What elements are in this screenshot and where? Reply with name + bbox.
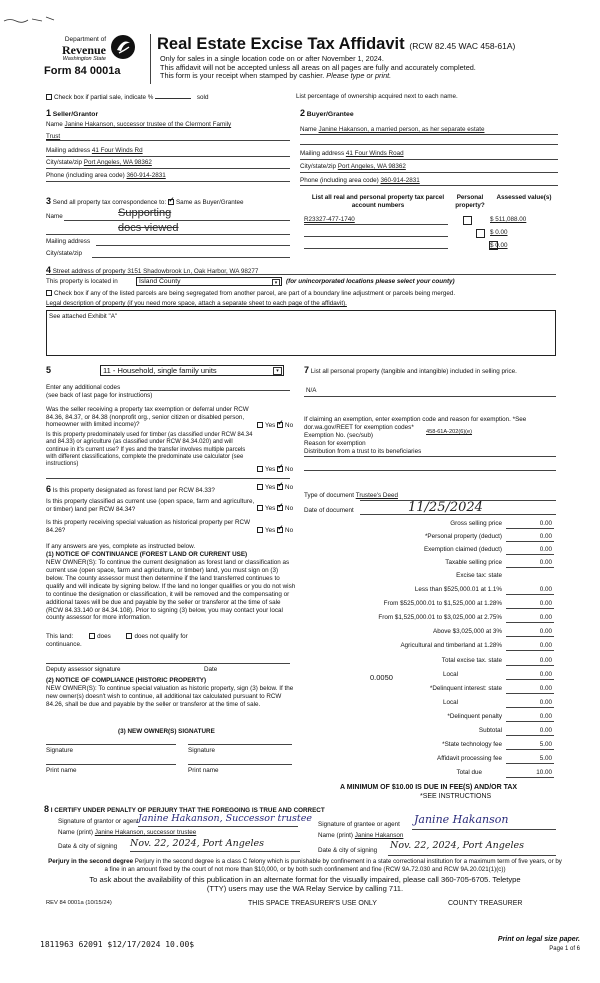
tax-row-value[interactable]: 0.00 xyxy=(506,699,554,708)
sig-line-2 xyxy=(188,744,292,745)
notice-1: Only for sales in a single location code on or after November 1, 2024. xyxy=(160,54,384,63)
pp-value[interactable]: N/A xyxy=(306,387,317,394)
buyer-underline-4 xyxy=(300,185,558,186)
alt-format-notice: To ask about the availability of this publication in an alternate format for the visually impaired, please call 360-705-6705. Teletype (TTY) users may use the WA Relay Service by calling 711. xyxy=(89,875,521,893)
seller-mailing-row: Mailing address 41 Four Winds Rd xyxy=(46,147,143,154)
buyer-heading: 2 Buyer/Grantee xyxy=(300,108,354,118)
tax-row-value[interactable]: 5.00 xyxy=(506,755,554,764)
print-line-1 xyxy=(46,764,176,765)
sig-label-2: Signature xyxy=(188,747,215,754)
q6-3: Is this property receiving special valuation as historical property per RCW 84.26? xyxy=(46,519,251,534)
tax-row-label: Above $3,025,000 at 3% xyxy=(433,628,502,635)
street-underline xyxy=(46,274,556,275)
section3-city-label: City/state/zip xyxy=(46,250,83,257)
buyer-mailing-row: Mailing address 41 Four Winds Road xyxy=(300,150,404,157)
notice2-body: NEW OWNER(S): To continue special valuation as historic property, sign (3) below. If the new owner(s) doesn't wish to continue, all additional tax calculated pursuant to RCW 84.26, shall be due and payable by the seller or transferor at the time of sale. xyxy=(46,685,294,708)
tax-row-label: Exemption claimed (deduct) xyxy=(423,546,502,553)
recording-stamp: 1811963 62091 $12/17/2024 10.00$ xyxy=(40,940,195,949)
tax-row-value[interactable]: 0.00 xyxy=(506,671,554,680)
county-treasurer: COUNTY TREASURER xyxy=(448,900,523,907)
land-does-not-checkbox[interactable] xyxy=(126,633,132,639)
doc-date-line xyxy=(360,514,556,515)
seller-name-value[interactable]: Janine Hakanson, successor trustee of the Clermont Family xyxy=(64,121,232,128)
grantor-name-value[interactable]: Janine Hakanson, successor trustee xyxy=(94,829,197,836)
perjury-notice: Perjury in the second degree Perjury in the second degree is a class C felony which is punishable by confinement in a state correctional institution for a maximum term of five years, or by a fine in an amount fixed by the court of not more than $10,000, or by both such confinement and fine (RCW 9A.72.030 and RCW 9A.20.021(1)(c)) xyxy=(20,858,590,873)
parcel-line-1 xyxy=(304,224,448,225)
grantee-date-label: Date & city of signing xyxy=(318,847,378,854)
q6-2: Is this property classified as current use (open space, farm and agriculture, or timber) land per RCW 84.34? xyxy=(46,498,255,513)
q5-1-answers: Yes ✓ No xyxy=(257,422,293,430)
perjury-line1: Perjury in the second degree is a class C felony which is punishable by confinement in a state correctional institution for a maximum term of five years, or by xyxy=(134,858,562,865)
buyer-underline-2 xyxy=(300,159,558,160)
header-divider xyxy=(150,34,151,84)
section8-heading: 8 I CERTIFY UNDER PENALTY OF PERJURY THAT THE FOREGOING IS TRUE AND CORRECT xyxy=(44,804,325,814)
tax-calculation-table xyxy=(296,520,558,800)
tax-row-value[interactable]: 0.00 xyxy=(506,685,554,694)
parcel-col-header: List all real and personal property tax parcel account numbers xyxy=(311,194,445,209)
notice-2: This affidavit will not be accepted unless all areas on all pages are fully and accurately completed. xyxy=(160,62,476,72)
header-notices xyxy=(160,55,476,81)
tax-row-label: Less than $525,000.01 at 1.1% xyxy=(414,586,502,593)
reason-line xyxy=(304,456,556,457)
print-label-2: Print name xyxy=(188,767,219,774)
doc-date-value[interactable]: 11/25/2024 xyxy=(408,500,483,515)
tax-row-value[interactable]: 0.00 xyxy=(506,533,554,542)
doc-type-row: Type of document Trustee's Deed xyxy=(304,492,398,499)
new-owner-sig-title: (3) NEW OWNER(S) SIGNATURE xyxy=(118,728,215,735)
seller-mailing-value[interactable]: 41 Four Winds Rd xyxy=(91,147,143,154)
grantor-date-label: Date & city of signing xyxy=(58,843,118,850)
parcel-line-2 xyxy=(304,236,448,237)
seller-city-row: City/state/zip Port Angeles, WA 98362 xyxy=(46,159,152,166)
partial-sale-row xyxy=(46,94,208,102)
seller-underline-3 xyxy=(46,168,290,169)
assessed-col-header: Assessed value(s) xyxy=(496,194,552,201)
if-yes-instruction: If any answers are yes, complete as instructed below. xyxy=(46,543,196,550)
grantee-name-value[interactable]: Janine Hakanson xyxy=(354,832,404,839)
unincorporated-note: (for unincorporated locations please select your county) xyxy=(286,278,455,285)
q6-2-answers: Yes ✓ No xyxy=(257,505,293,513)
q6-1: 6 Is this property designated as forest land per RCW 84.33? xyxy=(46,484,215,494)
handwritten-supporting: Supporting xyxy=(118,207,172,219)
tax-row-label: Excise tax: state xyxy=(456,572,502,579)
assessed-value-2[interactable]: $ 0.00 xyxy=(490,229,508,236)
section4-street-row: 4 Street address of property 3151 Shadowbrook Ln, Oak Harbor, WA 98277 xyxy=(46,265,259,275)
tax-row-value[interactable]: 0.00 xyxy=(506,614,554,623)
partial-sale-label: Check box if partial sale, indicate % xyxy=(54,94,154,101)
ownership-note: List percentage of ownership acquired next to each name. xyxy=(296,93,458,100)
s3-line-2 xyxy=(46,234,290,235)
legal-desc-value: See attached Exhibit "A" xyxy=(49,313,118,320)
tax-row-label: From $1,525,000.01 to $3,025,000 at 2.75% xyxy=(378,614,502,621)
pp-line xyxy=(304,396,556,397)
print-line-2 xyxy=(188,764,292,765)
legal-desc-label: Legal description of property (if you need more space, attach a separate sheet to each page of the affidavit). xyxy=(46,300,347,307)
exemption-no-value[interactable]: 458-61A-202(6)(e) xyxy=(426,429,473,435)
grantor-sig-row: Signature of grantor or agent xyxy=(58,818,139,825)
section3-name-label: Name xyxy=(46,213,63,220)
grantor-name-row: Name (print) Janine Hakanson, successor trustee xyxy=(58,829,197,836)
q6-2-no[interactable] xyxy=(277,505,283,511)
buyer-underline-1 xyxy=(300,134,558,135)
dept-line2: Revenue xyxy=(62,42,106,57)
buyer-city-value[interactable]: Port Angeles, WA 98362 xyxy=(337,163,406,170)
additional-codes-line xyxy=(140,390,290,391)
same-as-buyer-checkbox[interactable] xyxy=(168,199,174,205)
handwritten-docs-viewed: docs viewed xyxy=(118,222,179,234)
title-text: Real Estate Excise Tax Affidavit xyxy=(157,35,405,53)
print-label-1: Print name xyxy=(46,767,77,774)
grantor-date-value[interactable]: Nov. 22, 2024, Port Angeles xyxy=(130,838,264,849)
deputy-date-label: Date xyxy=(204,666,218,673)
parcel-row-1[interactable]: R23327-477-1740 xyxy=(304,216,355,223)
dept-line1: Department of xyxy=(64,36,106,43)
seller-underline-2 xyxy=(46,156,290,157)
segregated-row: Check box if any of the listed parcels are being segregated from another parcel, are part of a boundary line adjustment or parcels being merged. xyxy=(46,290,455,298)
use-code-select[interactable]: 11 - Household, single family units ▾ xyxy=(100,365,284,376)
grantee-sig-label: Signature of grantee or agent xyxy=(318,821,400,828)
section7-pp: 7 List all personal property (tangible and intangible) included in selling price. xyxy=(304,365,517,375)
q5-1: Was the seller receiving a property tax exemption or deferral under RCW 84.36, 84.37, or 84.38 (nonprofit org., senior citizen or disabled person, homeowner with limited income)? xyxy=(46,406,249,429)
county-select[interactable]: Island County ▾ xyxy=(136,277,282,286)
section3-mailing-label: Mailing address xyxy=(46,238,91,245)
grantor-date-line xyxy=(130,851,300,852)
section3-heading: 3 Send all property tax correspondence to: ✓ Same as Buyer/Grantee xyxy=(46,196,244,207)
exemption-no-row: Exemption No. (sec/sub) xyxy=(304,432,373,439)
notice1-body: NEW OWNER(S): To continue the current designation as forest land or classification as current use (open space, farm and agriculture, or timber) land, you must sign on (3) below. The county assessor must then determine if the land transferred continues to qualify and will indicate by signing below. If the land no longer qualifies or you do not wish to continue the designation or classification, it will be removed and the compensating or additional taxes will be due and payable by the seller or transferor at the time of sale (RCW 84.33.140 or 84.34.108). Prior to signing (3) below, you may contact your local county assessor for more information. xyxy=(46,559,296,622)
buyer-underline-3 xyxy=(300,172,558,173)
section5-num: 5 xyxy=(46,365,52,375)
grantee-name-row: Name (print) Janine Hakanson xyxy=(318,832,404,839)
segregated-checkbox[interactable] xyxy=(46,290,52,296)
buyer-phone-value[interactable]: 360-914-2831 xyxy=(380,177,420,184)
tax-row-value[interactable]: 0.00 xyxy=(506,727,554,736)
q5-2: Is this property predominately used for timber (as classified under RCW 84.34 and 84.33) or agriculture (as classified under RCW 84.34.020) and will continue in it's current use? If yes and the transfer involves multiple parcels with different classifications, complete the predominate use calculator (see instructions) xyxy=(46,432,253,468)
grantee-date-line xyxy=(388,855,556,856)
legal-desc-box[interactable] xyxy=(46,310,556,356)
tax-row-label: Gross selling price xyxy=(450,520,502,527)
page-number: Page 1 of 6 xyxy=(549,946,580,952)
sold-label: sold xyxy=(196,94,209,101)
partial-sale-checkbox[interactable] xyxy=(46,94,52,100)
dor-logo-icon xyxy=(110,34,136,60)
tax-row-value[interactable]: 0.00 xyxy=(506,713,554,722)
tax-row-value[interactable]: 0.00 xyxy=(506,628,554,637)
s3-line-4 xyxy=(92,257,290,258)
tax-row-value[interactable]: 0.00 xyxy=(506,520,554,529)
tax-row-label: Affidavit processing fee xyxy=(437,755,502,762)
doc-date-label: Date of document xyxy=(304,507,354,514)
seller-phone-value[interactable]: 360-914-2831 xyxy=(126,172,166,179)
perjury-line2: a fine in an amount fixed by the court of not more than $10,000, or by both such confinement and fine (RCW 9A.72.030 and RCW 9A.20.021(1)(c)) xyxy=(104,865,506,873)
q5-1-yes[interactable] xyxy=(257,422,263,428)
notice1-title: (1) NOTICE OF CONTINUANCE (FOREST LAND OR CURRENT USE) xyxy=(46,551,248,558)
this-land-row: This land: does does not qualify for xyxy=(46,633,188,640)
grantor-signature[interactable]: Janine Hakanson, Successor trustee xyxy=(138,813,312,824)
buyer-phone-row: Phone (including area code) 360-914-2831 xyxy=(300,177,420,184)
seller-underline-4 xyxy=(46,181,290,182)
tax-row-value[interactable]: 5.00 xyxy=(506,741,554,750)
tax-row-value[interactable]: 0.00 xyxy=(506,546,554,555)
s3-line-1 xyxy=(64,220,290,221)
chevron-down-icon: ▾ xyxy=(272,279,280,286)
s5-bottom-line xyxy=(46,478,290,479)
q6-1-yes[interactable] xyxy=(257,484,263,490)
dept-line3: Washington State xyxy=(62,55,106,62)
buyer-city-row: City/state/zip Port Angeles, WA 98362 xyxy=(300,163,406,170)
sig-label-1: Signature xyxy=(46,747,73,754)
tax-row-label: *Personal property (deduct) xyxy=(424,533,502,540)
tax-row-label: *Delinquent interest: state xyxy=(429,685,502,692)
tax-row-value[interactable]: 0.00 xyxy=(506,657,554,666)
treasurer-use: THIS SPACE TREASURER'S USE ONLY xyxy=(248,900,377,907)
tax-row-label: Subtotal xyxy=(478,727,502,734)
notice2-title: (2) NOTICE OF COMPLIANCE (HISTORIC PROPERTY) xyxy=(46,677,207,684)
grantee-signature[interactable]: Janine Hakanson xyxy=(414,813,509,826)
assessed-value-1[interactable]: $ 511,088.00 xyxy=(490,216,527,223)
tax-row-label: Local xyxy=(442,671,458,678)
reason-label: Reason for exemption xyxy=(304,440,366,447)
additional-codes: Enter any additional codes (see back of last page for instructions) xyxy=(46,384,153,399)
deputy-sig-label: Deputy assessor signature xyxy=(46,666,121,673)
street-address-value[interactable]: 3151 Shadowbrook Ln, Oak Harbor, WA 98277 xyxy=(127,268,259,275)
q6-3-yes[interactable] xyxy=(257,527,263,533)
tax-row-label: Taxable selling price xyxy=(445,559,502,566)
chevron-down-icon: ▾ xyxy=(273,367,282,375)
buyer-name-value[interactable]: Janine Hakanson, a married person, as her separate estate xyxy=(318,126,485,133)
buyer-underline-1b xyxy=(300,144,558,145)
personal-col-header: Personal property? xyxy=(455,194,485,209)
tax-row-value[interactable]: 10.00 xyxy=(506,769,554,778)
rev-label: REV 84 0001a (10/15/24) xyxy=(46,900,112,906)
tax-row-label: From $525,000.01 to $1,525,000 at 1.28% xyxy=(383,600,502,607)
sig-line-1 xyxy=(46,744,176,745)
tax-row-value[interactable]: 0.00 xyxy=(506,600,554,609)
q5-2-no[interactable] xyxy=(277,466,283,472)
reason-value[interactable]: Distribution from a trust to its beneficiaries xyxy=(304,448,422,455)
q6-2-yes[interactable] xyxy=(257,505,263,511)
buyer-mailing-value[interactable]: 41 Four Winds Road xyxy=(345,150,404,157)
exemption-intro: If claiming an exemption, enter exemption code and reason for exemption. *See dor.wa.gov/REET for exemption codes* xyxy=(304,416,527,431)
doc-type-value[interactable]: Trustee's Deed xyxy=(355,492,398,499)
continuance: continuance. xyxy=(46,641,82,648)
seller-phone-row: Phone (including area code) 360-914-2831 xyxy=(46,172,166,179)
tax-row-label: Local xyxy=(442,699,458,706)
notice-3: This form is your receipt when stamped by cashier. Please type or print. xyxy=(160,71,392,81)
see-instructions: *SEE INSTRUCTIONS xyxy=(420,793,492,800)
located-in-row: This property is located in xyxy=(46,278,118,285)
tax-row-label: *State technology fee xyxy=(442,741,502,748)
seller-city-value[interactable]: Port Angeles, WA 98362 xyxy=(83,159,152,166)
rcw-text: (RCW 82.45 WAC 458-61A) xyxy=(409,41,516,51)
parcel-line-3 xyxy=(304,248,448,249)
q6-1-answers: Yes ✓ No xyxy=(257,484,293,492)
scribble-mark xyxy=(2,14,62,26)
form-title xyxy=(157,34,515,54)
seller-name-line2[interactable]: Trust xyxy=(46,133,61,140)
s3-line-3 xyxy=(96,245,290,246)
minimum-due: A MINIMUM OF $10.00 IS DUE IN FEE(S) AND/OR TAX xyxy=(340,784,518,791)
legal-paper-note: Print on legal size paper. xyxy=(497,936,580,943)
buyer-name-row: Name Janine Hakanson, a married person, as her separate estate xyxy=(300,126,485,133)
tax-row-label: Agricultural and timberland at 1.28% xyxy=(400,642,502,649)
tax-row-label: Total excise tax. state xyxy=(441,657,502,664)
seller-heading: 1 Seller/Grantor xyxy=(46,108,99,118)
grantee-date-value[interactable]: Nov. 22, 2024, Port Angeles xyxy=(390,840,524,851)
q5-2-answers: Yes ✓ No xyxy=(257,466,293,474)
form-number: Form 84 0001a xyxy=(44,64,121,77)
land-does-checkbox[interactable] xyxy=(89,633,95,639)
q6-3-answers: Yes ✓ No xyxy=(257,527,293,535)
seller-name-row: Name Janine Hakanson, successor trustee of the Clermont Family xyxy=(46,121,232,128)
tax-row-value[interactable]: 0.00 xyxy=(506,559,554,568)
grantee-sig-line xyxy=(412,829,556,830)
personal-checkbox-2[interactable] xyxy=(476,229,485,238)
deputy-line xyxy=(46,663,290,664)
q6-3-no[interactable] xyxy=(277,527,283,533)
grantor-sig-line xyxy=(138,826,298,827)
tax-row-label: *Delinquent penalty xyxy=(447,713,502,720)
tax-row-value[interactable]: 0.00 xyxy=(506,586,554,595)
reason-line-2 xyxy=(304,470,556,471)
seller-name-underline xyxy=(46,140,290,141)
tax-row-label: Total due xyxy=(456,769,482,776)
personal-checkbox-1[interactable] xyxy=(463,216,472,225)
assessed-value-3[interactable]: $ 0.00 xyxy=(490,242,508,249)
q5-1-no[interactable] xyxy=(277,422,283,428)
q6-1-no[interactable] xyxy=(277,484,283,490)
local-rate[interactable]: 0.0050 xyxy=(370,673,393,682)
tax-row-value[interactable]: 0.00 xyxy=(506,642,554,651)
q5-2-yes[interactable] xyxy=(257,466,263,472)
